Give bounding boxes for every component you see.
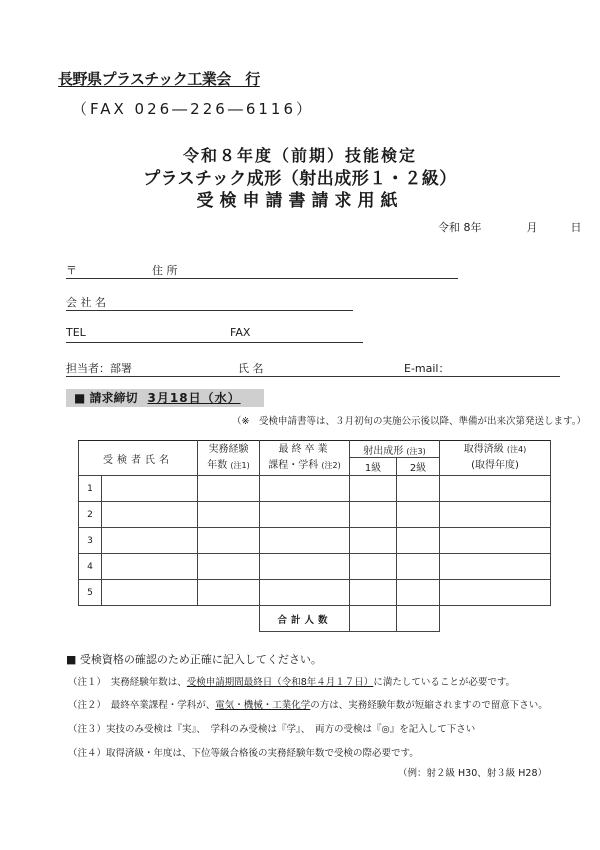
school-cell[interactable]	[260, 476, 350, 502]
experience-cell[interactable]	[198, 502, 260, 528]
row-number: 5	[79, 580, 102, 606]
total-grade2-cell[interactable]	[397, 606, 440, 632]
date-year: 令和 8年	[438, 221, 482, 234]
row-number: 1	[79, 476, 102, 502]
contact-field[interactable]	[66, 360, 560, 377]
experience-cell[interactable]	[198, 528, 260, 554]
fax-number: （FAX 026―226―6116）	[72, 100, 314, 118]
name-cell[interactable]	[102, 554, 198, 580]
experience-cell[interactable]	[198, 554, 260, 580]
row-number: 4	[79, 554, 102, 580]
acquired-cell[interactable]	[440, 502, 551, 528]
experience-cell[interactable]	[198, 476, 260, 502]
title-line-2: プラスチック成形（射出成形１・２級）	[143, 169, 457, 189]
header-experience: 実務経験 年数 (注1)	[198, 441, 260, 476]
notes-heading: ■ 受検資格の確認のため正確に記入してください。	[66, 653, 322, 666]
school-cell[interactable]	[260, 502, 350, 528]
grade1-cell[interactable]	[350, 554, 397, 580]
table-row	[79, 580, 551, 606]
grade2-cell[interactable]	[397, 502, 440, 528]
note-3: （注３）実技のみ受検は『実』、 学科のみ受検は『学』、 両方の受検は『◎』を記入して下さい	[68, 724, 476, 735]
title-line-3: 受検申請書請求用紙	[196, 191, 404, 211]
grade1-cell[interactable]	[350, 528, 397, 554]
contact-name-label: 氏 名	[238, 362, 264, 375]
grade2-cell[interactable]	[397, 476, 440, 502]
note-1: （注１） 実務経験年数は、受検申請期間最終日（令和8年４月１７日）に満たしていることが必要です。	[68, 677, 516, 688]
school-cell[interactable]	[260, 528, 350, 554]
title-line-1: 令和８年度（前期）技能検定	[182, 146, 417, 165]
postal-mark: 〒	[66, 264, 77, 277]
acquired-cell[interactable]	[440, 528, 551, 554]
grade2-cell[interactable]	[397, 554, 440, 580]
email-label: E-mail：	[404, 362, 450, 375]
experience-cell[interactable]	[198, 580, 260, 606]
school-cell[interactable]	[260, 580, 350, 606]
applicant-table	[78, 440, 551, 632]
deadline-label: ■ 請求締切	[74, 391, 138, 405]
date-line	[438, 219, 582, 235]
name-cell[interactable]	[102, 528, 198, 554]
total-label: 合計人数	[260, 606, 350, 632]
deadline-banner	[66, 389, 264, 407]
acquired-cell[interactable]	[440, 580, 551, 606]
grade1-cell[interactable]	[350, 580, 397, 606]
total-grade1-cell[interactable]	[350, 606, 397, 632]
date-month[interactable]: 月	[526, 221, 538, 234]
header-grade1: 1級	[350, 458, 397, 476]
contact-dept-label: 担当者：部署	[66, 362, 132, 375]
address-label: 住 所	[152, 264, 178, 277]
note-4: （注４）取得済級・年度は、下位等級合格後の実務経験年数で受検の際必要です。	[68, 748, 419, 759]
total-row	[79, 606, 551, 632]
name-cell[interactable]	[102, 502, 198, 528]
name-cell[interactable]	[102, 580, 198, 606]
grade2-cell[interactable]	[397, 528, 440, 554]
address-field[interactable]	[66, 262, 458, 279]
header-injection: 射出成形 (注3)	[350, 441, 440, 458]
table-row	[79, 554, 551, 580]
name-cell[interactable]	[102, 476, 198, 502]
acquired-cell[interactable]	[440, 476, 551, 502]
table-row	[79, 528, 551, 554]
table-row	[79, 476, 551, 502]
deadline-note: （※ 受検申請書等は、３月初旬の実施公示後以降、準備が出来次第発送します。）	[232, 416, 586, 427]
header-school: 最終卒業 課程・学科 (注2)	[260, 441, 350, 476]
note-2: （注２） 最終卒業課程・学科が、電気・機械・工業化学の方は、実務経験年数が短縮されますので留意下さい。	[68, 700, 548, 711]
table-row	[79, 502, 551, 528]
date-day[interactable]: 日	[570, 221, 582, 234]
school-cell[interactable]	[260, 554, 350, 580]
grade1-cell[interactable]	[350, 476, 397, 502]
header-name: 受検者氏名	[79, 441, 198, 476]
acquired-cell[interactable]	[440, 554, 551, 580]
tel-fax-field[interactable]	[66, 326, 363, 343]
company-field[interactable]	[66, 294, 353, 311]
company-label: 会 社 名	[66, 296, 106, 309]
recipient: 長野県プラスチック工業会 行	[58, 70, 260, 88]
row-number: 2	[79, 502, 102, 528]
header-grade2: 2級	[397, 458, 440, 476]
grade2-cell[interactable]	[397, 580, 440, 606]
header-acquired: 取得済級 (注4) (取得年度)	[440, 441, 551, 476]
note-4-example: （例：射２級 H30、射３級 H28）	[398, 768, 548, 779]
deadline-date: 3月18日（水）	[147, 391, 241, 405]
grade1-cell[interactable]	[350, 502, 397, 528]
tel-label: TEL	[66, 326, 86, 339]
fax-label: FAX	[230, 326, 251, 339]
row-number: 3	[79, 528, 102, 554]
